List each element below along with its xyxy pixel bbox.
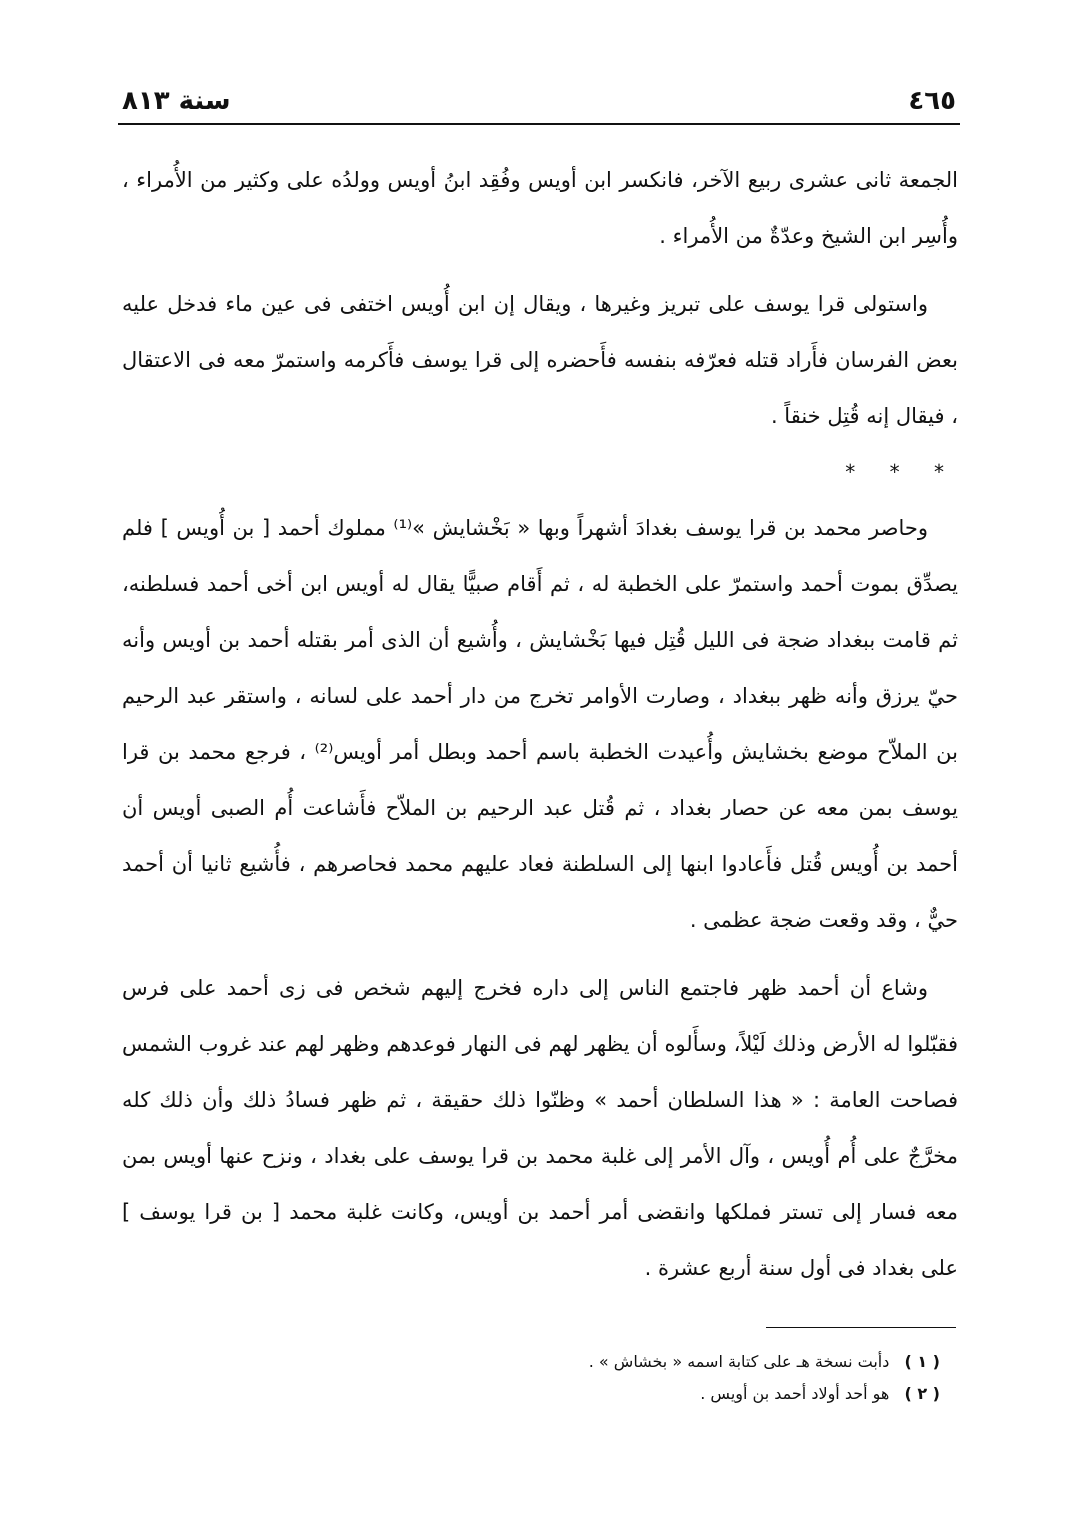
paragraph-1: الجمعة ثانى عشرى ربيع الآخر، فانكسر ابن أويس وفُقِد ابنُ أويس وولدُه على وكثير من الأُمراء ، وأُسِر ابن الشيخ وعدّةٌ من الأُمراء . (122, 168, 958, 248)
paragraph-3: وحاصر محمد بن قرا يوسف بغدادَ أشهراً وبها « بَخْشايش »⁽¹⁾ مملوك أحمد [ بن أُويس ] فلم يصدِّق بموت أحمد واستمرّ على الخطبة له ، ثم أَقام صبيًّا يقال له أويس ابن أخى أحمد فسلطنه، ثم قامت ببغداد ضجة فى الليل قُتِل فيها بَخْشايش ، وأُشيع أن الذى أمر بقتله أحمد بن أويس وأنه حيّ يرزق وأنه ظهر ببغداد ، وصارت الأوامر تخرج من دار أحمد على لسانه ، واستقر عبد الرحيم بن الملاّح موضع بخشايش وأُعيدت الخطبة باسم أحمد وبطل أمر أويس⁽²⁾ ، فرجع محمد بن قرا يوسف بمن معه عن حصار بغداد ، ثم قُتل عبد الرحيم بن الملاّح فأَشاعت أُم الصبى أويس أن أحمد بن أُويس قُتل فأَعادوا ابنها إلى السلطنة فعاد عليهم محمد فحاصرهم ، فأُشيع ثانيا أن أحمد حيٌّ ، وقد وقعت ضجة عظمى . (122, 516, 958, 932)
page-number: ٤٦٥ (908, 86, 956, 116)
footnote-rule (766, 1327, 956, 1328)
footnote-text: دأبت نسخة هـ على كتابة اسمه « بخشاش » . (588, 1352, 890, 1371)
paragraph-4: وشاع أن أحمد ظهر فاجتمع الناس إلى داره فخرج إليهم شخص فى زى أحمد على فرس فقبّلوا له الأرض وذلك لَيْلاً، وسأَلوه أن يظهر لهم فى النهار فوعدهم وظهر لهم عند غروب الشمس فصاحت العامة : « هذا السلطان أحمد » وظنّوا ذلك حقيقة ، ثم ظهر فسادُ ذلك وأن ذلك كله مخرَّجٌ على أُم أُويس ، وآل الأمر إلى غلبة محمد بن قرا يوسف على بغداد ، ونزح عنها أويس بمن معه فسار إلى تستر فملكها وانقضى أمر أحمد بن أويس، وكانت غلبة محمد [ بن قرا يوسف ] على بغداد فى أول سنة أربع عشرة . (122, 976, 958, 1280)
footnote-text: هو أحد أولاد أحمد بن أويس . (700, 1384, 890, 1403)
footnotes (500, 1346, 940, 1410)
footnote-2 (500, 1378, 940, 1410)
paragraph-2: واستولى قرا يوسف على تبريز وغيرها ، ويقال إن ابن أُويس اختفى فى عين ماء فدخل عليه بعض الفرسان فأَراد قتله فعرّفه بنفسه فأَحضره إلى قرا يوسف فأَكرمه واستمرّ معه فى الاعتقال ، فيقال إنه قُتِل خنقاً . (122, 292, 958, 428)
main-text (122, 152, 958, 1296)
page-header (118, 80, 960, 120)
footnote-1 (500, 1346, 940, 1378)
header-rule (118, 123, 960, 125)
footnote-number: ( ٢ ) (904, 1384, 940, 1403)
footnote-number: ( ١ ) (904, 1352, 940, 1371)
running-head-year: سنة ٨١٣ (122, 86, 231, 116)
section-separator: * * * (845, 460, 958, 484)
